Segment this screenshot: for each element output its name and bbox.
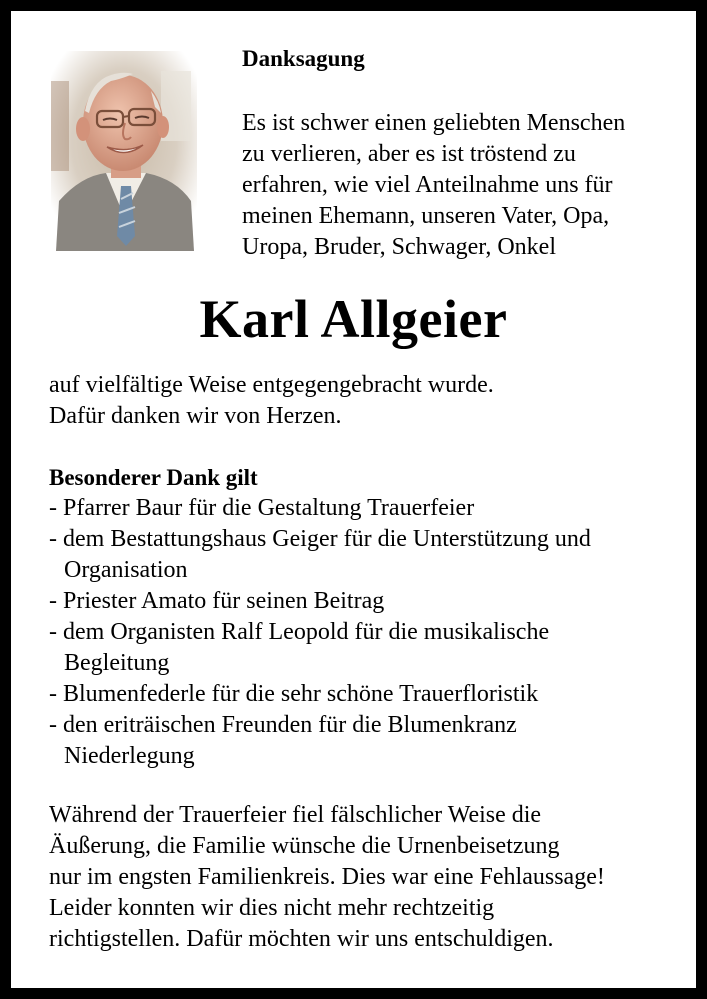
acknowledgement-text [49, 370, 494, 432]
closing-line: Während der Trauerfeier fiel fälschlicher Weise die [49, 802, 542, 828]
acknowledgement-line: auf vielfältige Weise entgegengebracht wurde. [49, 372, 494, 398]
intro-text [242, 108, 625, 263]
heading: Danksagung [242, 46, 365, 71]
intro-line: Uropa, Bruder, Schwager, Onkel [242, 234, 556, 260]
thanks-item: - dem Organisten Ralf Leopold für die musikalische [49, 619, 550, 645]
thanks-item: - dem Bestattungshaus Geiger für die Unterstützung und [49, 526, 591, 552]
intro-line: Es ist schwer einen geliebten Menschen [242, 110, 626, 136]
closing-line: nur im engsten Familienkreis. Dies war eine Fehlaussage! [49, 864, 605, 890]
closing-line: richtigstellen. Dafür möchten wir uns entschuldigen. [49, 926, 554, 952]
intro-line: erfahren, wie viel Anteilnahme uns für [242, 172, 613, 198]
closing-line: Äußerung, die Familie wünsche die Urnenbeisetzung [49, 833, 560, 859]
thanks-item-continuation: Organisation [64, 557, 188, 583]
thanks-item-continuation: Niederlegung [64, 743, 195, 769]
thanks-item: - Blumenfederle für die sehr schöne Trauerfloristik [49, 681, 539, 707]
acknowledgement-line: Dafür danken wir von Herzen. [49, 403, 342, 429]
closing-line: Leider konnten wir dies nicht mehr rechtzeitig [49, 895, 495, 921]
intro-line: zu verlieren, aber es ist tröstend zu [242, 141, 576, 167]
thanks-item: - Pfarrer Baur für die Gestaltung Trauerfeier [49, 495, 475, 521]
special-thanks-title: Besonderer Dank gilt [49, 465, 258, 490]
deceased-name: Karl Allgeier [199, 289, 508, 349]
closing-text [49, 800, 605, 955]
obituary-card [11, 11, 696, 988]
portrait-photo [51, 51, 197, 251]
intro-line: meinen Ehemann, unseren Vater, Opa, [242, 203, 610, 229]
special-thanks-list [49, 493, 591, 772]
thanks-item-continuation: Begleitung [64, 650, 170, 676]
thanks-item: - den eriträischen Freunden für die Blumenkranz [49, 712, 517, 738]
thanks-item: - Priester Amato für seinen Beitrag [49, 588, 385, 614]
